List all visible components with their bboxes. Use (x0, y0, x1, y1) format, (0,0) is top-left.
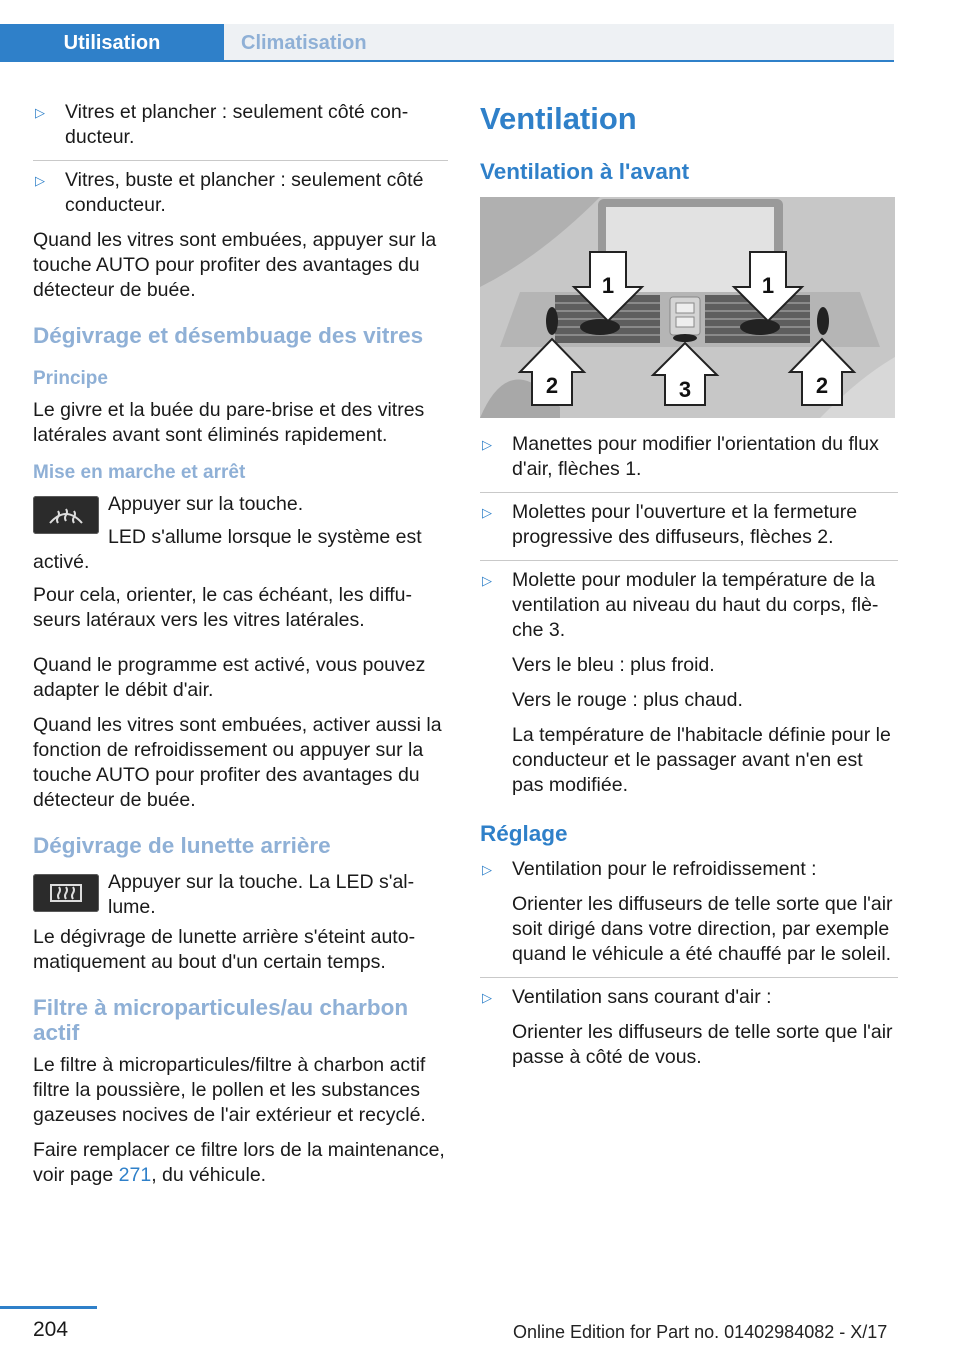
footer-divider (0, 1306, 97, 1309)
triangle-bullet-icon: ▷ (35, 173, 45, 188)
figure-label: 1 (601, 273, 615, 298)
divider (33, 160, 448, 161)
header (0, 0, 960, 62)
paragraph: Quand les vitres sont embuées, activer aussi la fonction de refroidissement ou appuyer sur la touche AUTO pour profiter des avantages du détecteur de buée. (33, 714, 442, 811)
windshield-defrost-icon (33, 496, 99, 534)
paragraph: Le dégivrage de lunette arrière s'éteint automatiquement au bout d'un certain temps. (33, 926, 416, 973)
page-link[interactable]: 271 (118, 1164, 152, 1186)
edition-footer: Online Edition for Part no. 01402984082 - X/17 (513, 1322, 888, 1342)
tab-climatisation[interactable]: Climatisation (224, 24, 894, 62)
list-item: ▷ Vitres et plancher : seulement côté conducteur. (35, 101, 409, 148)
divider (480, 977, 898, 978)
tab-utilisation[interactable]: Utilisation (0, 24, 224, 62)
paragraph: Faire remplacer ce filtre lors de la maintenance, voir page 271, du véhicule. (33, 1139, 445, 1186)
triangle-bullet-icon: ▷ (482, 990, 492, 1005)
triangle-bullet-icon: ▷ (482, 862, 492, 877)
list-item: ▷ Vitres, buste et plancher : seulement côté conducteur. (35, 169, 424, 216)
subheading: Mise en marche et arrêt (33, 462, 246, 483)
paragraph: Le filtre à microparticules/filtre à charbon actif filtre la poussière, le pollen et les substances gazeuses nocives de l'air extérieur et recyclé. (33, 1054, 426, 1126)
left-column (33, 100, 448, 1198)
divider (480, 492, 898, 493)
section-heading: Ventilation à l'avant (480, 159, 690, 184)
figure-label: 2 (815, 373, 829, 398)
button-description: Appuyer sur la touche. La LED s'allume. (33, 870, 448, 925)
paragraph: Quand les vitres sont embuées, appuyer sur la touche AUTO pour profiter des avantages du détecteur de buée. (33, 229, 437, 301)
paragraph: Orienter les diffuseurs de telle sorte que l'air soit dirigé dans votre direction, par exemple quand le véhicule a été chauffé par le soleil. (512, 893, 893, 965)
figure-label: 3 (678, 377, 692, 402)
header-divider (0, 60, 894, 62)
list-item: ▷ Manettes pour modifier l'orientation du flux d'air, flèches 1. (482, 433, 879, 480)
triangle-bullet-icon: ▷ (482, 505, 492, 520)
list-item: ▷ Ventilation sans courant d'air : (482, 986, 772, 1008)
dashboard-vents-figure (480, 197, 895, 418)
paragraph: Vers le rouge : plus chaud. (512, 689, 743, 711)
figure-label: 1 (761, 273, 775, 298)
section-heading: Réglage (480, 821, 568, 846)
paragraph: Pour cela, orienter, le cas échéant, les diffuseurs latéraux vers les vitres latérales. (33, 584, 413, 631)
triangle-bullet-icon: ▷ (35, 105, 45, 120)
vents-illustration (480, 197, 895, 418)
page-title: Ventilation (480, 101, 637, 136)
paragraph: Orienter les diffuseurs de telle sorte que l'air passe à côté de vous. (512, 1021, 893, 1068)
paragraph: La température de l'habitacle définie pour le conducteur et le passager avant n'en est pas modifiée. (512, 724, 891, 796)
rear-window-defrost-icon (33, 874, 99, 912)
triangle-bullet-icon: ▷ (482, 573, 492, 588)
list-item: ▷ Molette pour moduler la température de la ventilation au niveau du haut du corps, flèche 3. (482, 569, 879, 641)
divider (480, 560, 898, 561)
section-heading: Dégivrage de lunette arrière (33, 833, 331, 858)
paragraph: Vers le bleu : plus froid. (512, 654, 715, 676)
right-column (480, 100, 898, 1080)
page-number: 204 (33, 1318, 69, 1341)
section-heading: Filtre à microparticules/au charbon actif (33, 995, 409, 1045)
figure-label: 2 (545, 373, 559, 398)
triangle-bullet-icon: ▷ (482, 437, 492, 452)
paragraph: Le givre et la buée du pare-brise et des vitres latérales avant sont éliminés rapidement. (33, 399, 425, 446)
subheading: Principe (33, 368, 108, 389)
list-item: ▷ Ventilation pour le refroidissement : (482, 858, 817, 880)
paragraph: Quand le programme est activé, vous pouvez adapter le débit d'air. (33, 654, 426, 701)
list-item: ▷ Molettes pour l'ouverture et la fermeture progressive des diffuseurs, flèches 2. (482, 501, 858, 548)
button-description: Appuyer sur la touche. LED s'allume lorsque le système est activé. (33, 493, 422, 573)
section-heading: Dégivrage et désembuage des vitres (33, 323, 424, 348)
